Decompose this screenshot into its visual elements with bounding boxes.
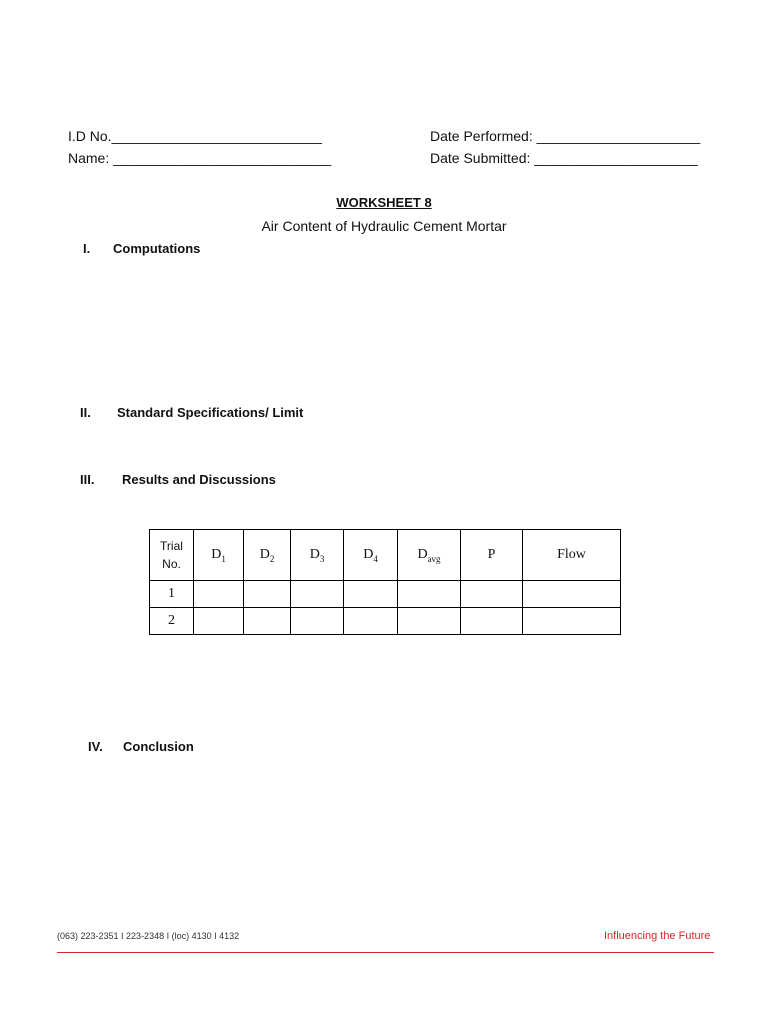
davg-cell [398,608,461,635]
footer-divider [57,952,714,953]
date-submitted-field: Date Submitted: _____________________ [430,150,698,166]
section-label: Conclusion [123,739,194,754]
header-d2 [244,530,291,581]
d3-cell [291,581,344,608]
header-davg-sub: avg [427,553,441,564]
section-number: I. [83,241,91,256]
header-trial-line2: No. [162,557,181,571]
header-d4 [344,530,398,581]
section-standard-specifications [80,405,303,420]
section-number: III. [80,472,95,487]
flow-cell [523,608,621,635]
d2-cell [244,608,291,635]
section-number: II. [80,405,91,420]
table-header-row [150,530,621,581]
header-trial-line1: Trial [160,539,183,553]
header-d2-base: D [259,546,270,562]
p-cell [461,608,523,635]
header-p: P [461,530,523,581]
table-row [150,581,621,608]
worksheet-subtitle: Air Content of Hydraulic Cement Mortar [261,218,507,234]
results-table [149,529,621,635]
footer-phone-numbers: (063) 223-2351 I 223-2348 I (loc) 4130 I 4132 [57,931,240,941]
d1-cell [194,581,244,608]
section-conclusion [88,739,194,754]
table-row [150,608,621,635]
date-performed-field: Date Performed: _____________________ [430,128,701,144]
d4-cell [344,608,398,635]
davg-cell [398,581,461,608]
worksheet-title: WORKSHEET 8 [336,195,432,210]
header-d3 [291,530,344,581]
trial-number-cell: 2 [150,608,194,635]
header-d1-sub: 1 [221,553,226,564]
section-results-and-discussions [80,472,276,487]
header-d3-base: D [309,546,320,562]
d2-cell [244,581,291,608]
section-label: Computations [113,241,201,256]
header-davg-base: D [417,546,428,562]
footer-slogan: Influencing the Future [604,930,711,942]
header-d1-base: D [211,546,222,562]
d4-cell [344,581,398,608]
flow-cell [523,581,621,608]
section-label: Standard Specifications/ Limit [117,405,304,420]
p-cell [461,581,523,608]
header-davg [398,530,461,581]
header-d2-sub: 2 [269,553,275,564]
trial-number-cell: 1 [150,581,194,608]
header-d3-sub: 3 [319,553,325,564]
d1-cell [194,608,244,635]
name-field: Name: ____________________________ [68,150,332,166]
section-number: IV. [88,739,103,754]
section-computations [83,241,200,256]
header-d4-sub: 4 [373,553,378,564]
header-flow: Flow [523,530,621,581]
d3-cell [291,608,344,635]
header-d4-base: D [363,546,374,562]
header-trial-no [150,530,194,581]
header-d1 [194,530,244,581]
section-label: Results and Discussions [122,472,276,487]
id-number-field: I.D No.___________________________ [68,128,322,144]
